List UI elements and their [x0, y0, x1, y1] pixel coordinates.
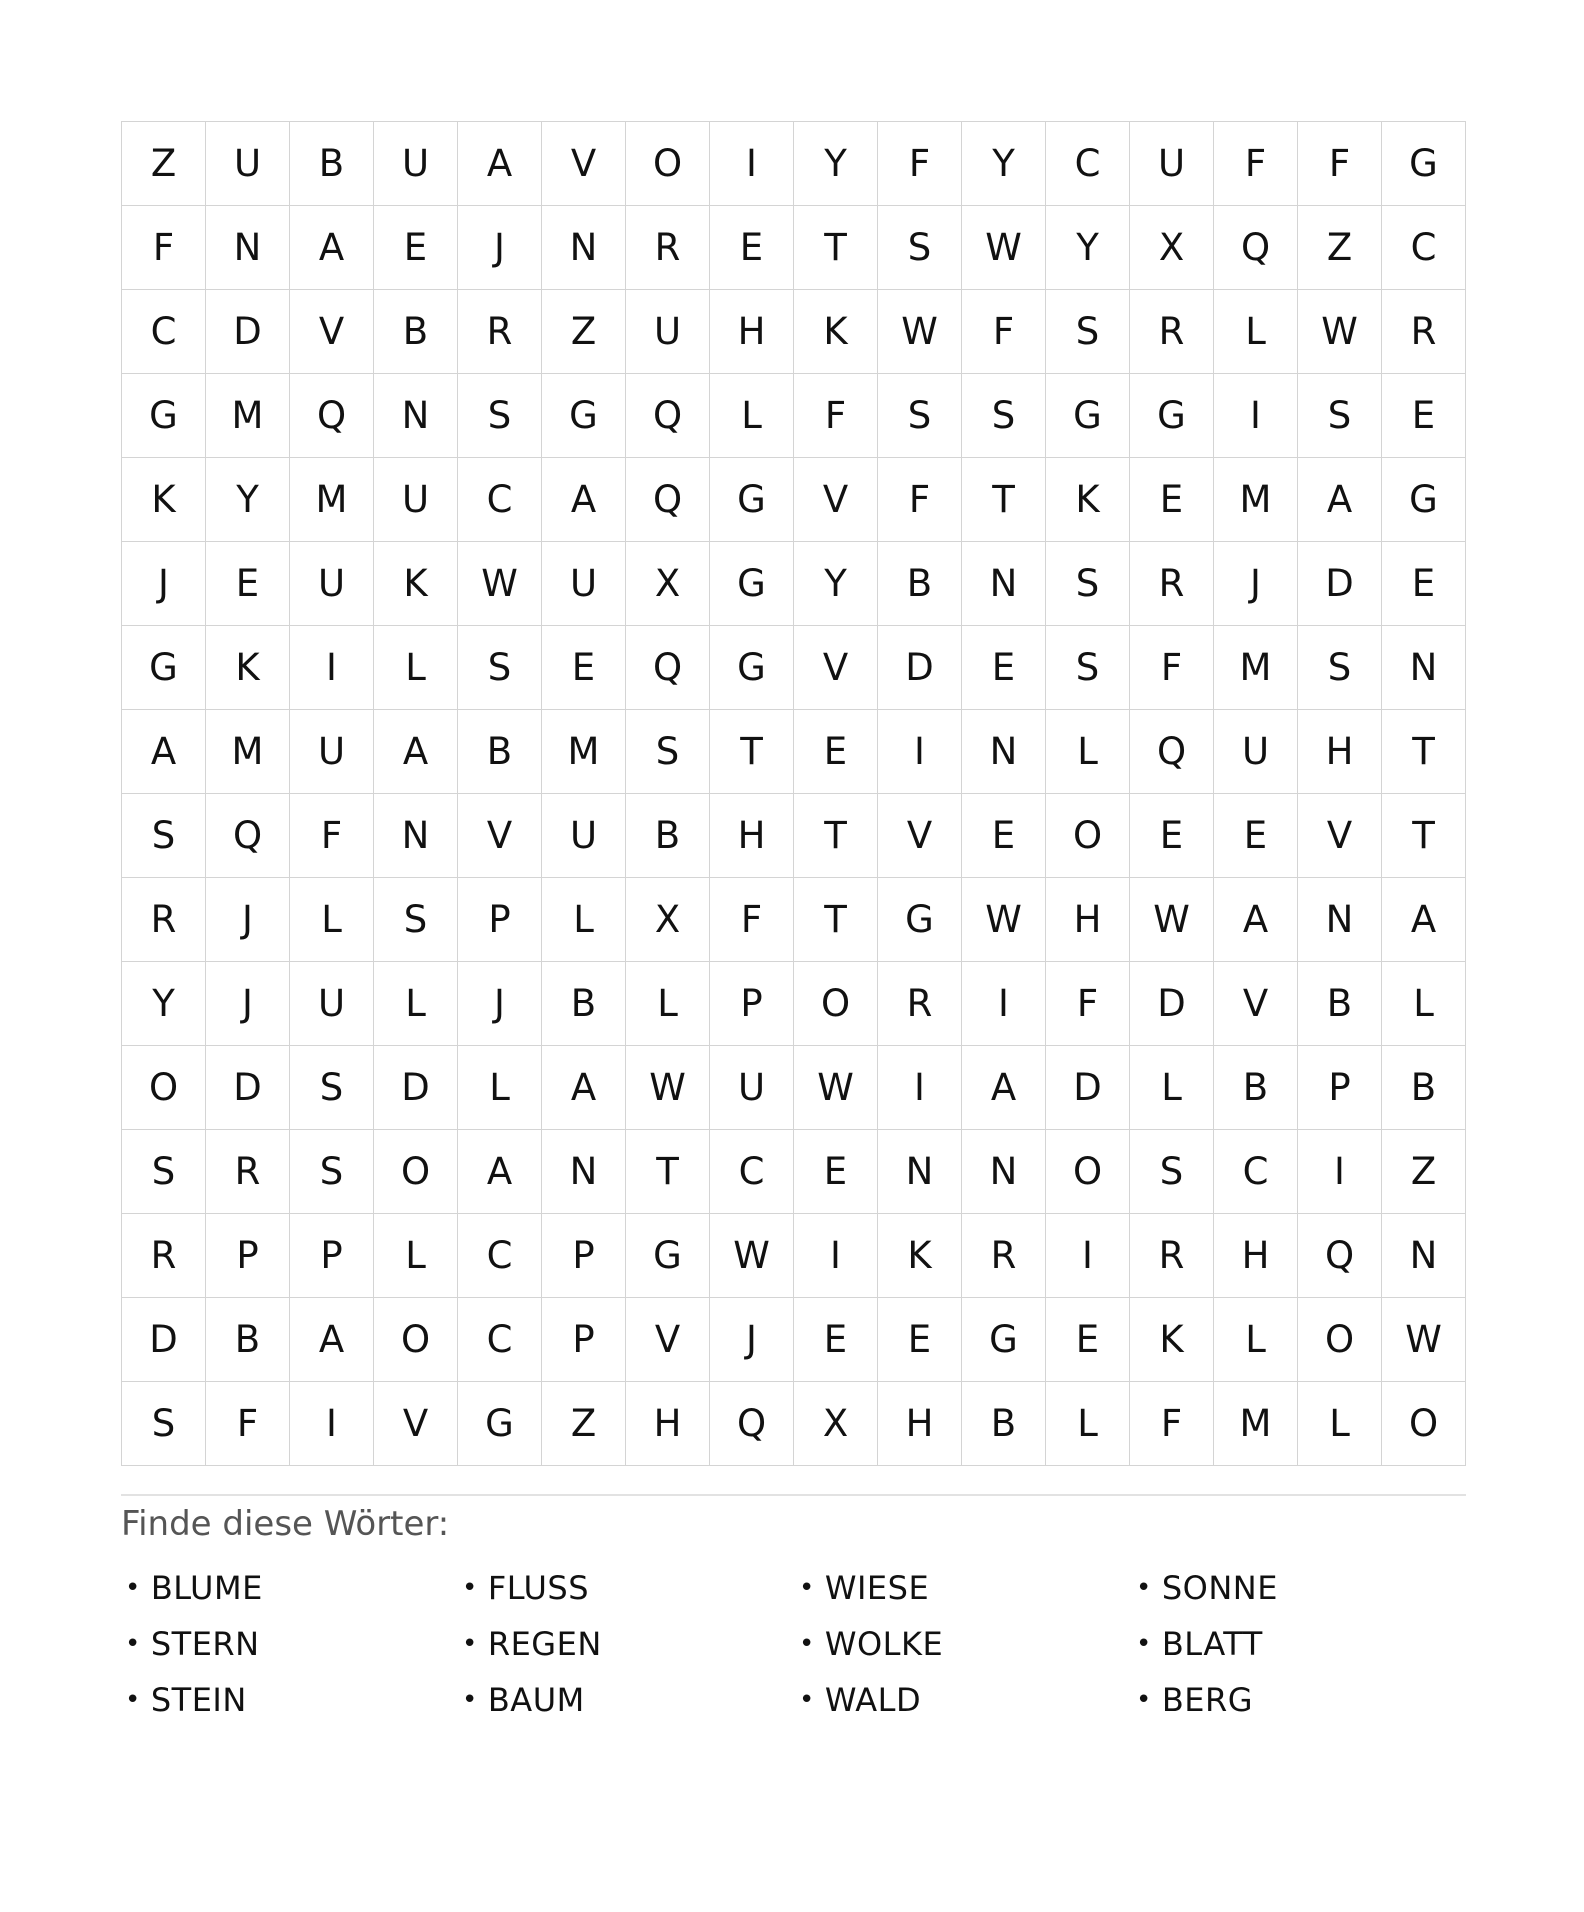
- grid-cell[interactable]: L: [1130, 1046, 1214, 1130]
- grid-cell[interactable]: G: [962, 1298, 1046, 1382]
- grid-cell[interactable]: C: [1046, 122, 1130, 206]
- word-label: WALD: [824, 1681, 922, 1719]
- grid-cell[interactable]: A: [542, 1046, 626, 1130]
- grid-cell[interactable]: O: [122, 1046, 206, 1130]
- grid-cell[interactable]: F: [794, 374, 878, 458]
- word-label: WOLKE: [824, 1625, 944, 1663]
- grid-cell[interactable]: L: [1298, 1382, 1382, 1466]
- word-list-item: [795, 1672, 1132, 1728]
- grid-cell[interactable]: F: [1046, 962, 1130, 1046]
- word-label: SONNE: [1161, 1569, 1278, 1607]
- grid-cell[interactable]: E: [962, 626, 1046, 710]
- grid-cell[interactable]: O: [1046, 794, 1130, 878]
- grid-cell[interactable]: C: [710, 1130, 794, 1214]
- grid-cell[interactable]: N: [962, 710, 1046, 794]
- grid-cell[interactable]: V: [878, 794, 962, 878]
- grid-cell[interactable]: L: [710, 374, 794, 458]
- grid-cell[interactable]: E: [1130, 458, 1214, 542]
- grid-cell[interactable]: W: [794, 1046, 878, 1130]
- grid-cell[interactable]: M: [1214, 1382, 1298, 1466]
- grid-cell[interactable]: B: [1298, 962, 1382, 1046]
- grid-cell[interactable]: W: [962, 878, 1046, 962]
- grid-cell[interactable]: O: [374, 1298, 458, 1382]
- grid-cell[interactable]: O: [626, 122, 710, 206]
- grid-cell[interactable]: J: [1214, 542, 1298, 626]
- grid-cell[interactable]: N: [962, 542, 1046, 626]
- grid-cell[interactable]: C: [1382, 206, 1466, 290]
- word-list-item: [458, 1560, 795, 1616]
- grid-cell[interactable]: G: [710, 626, 794, 710]
- word-label: BERG: [1161, 1681, 1254, 1719]
- grid-cell[interactable]: X: [794, 1382, 878, 1466]
- grid-cell[interactable]: G: [626, 1214, 710, 1298]
- grid-cell[interactable]: R: [878, 962, 962, 1046]
- grid-cell[interactable]: H: [626, 1382, 710, 1466]
- grid-cell[interactable]: Z: [542, 1382, 626, 1466]
- grid-cell[interactable]: V: [1298, 794, 1382, 878]
- grid-cell[interactable]: I: [878, 710, 962, 794]
- grid-cell[interactable]: G: [1382, 122, 1466, 206]
- bullet-icon: •: [125, 1629, 141, 1659]
- grid-cell[interactable]: R: [1130, 1214, 1214, 1298]
- grid-cell[interactable]: W: [1382, 1298, 1466, 1382]
- grid-cell[interactable]: D: [206, 1046, 290, 1130]
- grid-cell[interactable]: Y: [206, 458, 290, 542]
- grid-cell[interactable]: L: [458, 1046, 542, 1130]
- grid-cell[interactable]: I: [1298, 1130, 1382, 1214]
- grid-cell[interactable]: O: [794, 962, 878, 1046]
- word-list-item: [121, 1560, 458, 1616]
- grid-cell[interactable]: J: [458, 962, 542, 1046]
- grid-cell[interactable]: N: [542, 1130, 626, 1214]
- grid-cell[interactable]: G: [1046, 374, 1130, 458]
- grid-cell[interactable]: L: [1214, 290, 1298, 374]
- word-list: [121, 1560, 1466, 1728]
- grid-cell[interactable]: E: [1382, 542, 1466, 626]
- grid-cell[interactable]: N: [374, 794, 458, 878]
- grid-cell[interactable]: B: [458, 710, 542, 794]
- grid-cell[interactable]: D: [1298, 542, 1382, 626]
- grid-cell[interactable]: N: [1382, 626, 1466, 710]
- grid-cell[interactable]: N: [374, 374, 458, 458]
- grid-cell[interactable]: E: [878, 1298, 962, 1382]
- grid-cell[interactable]: U: [542, 794, 626, 878]
- bullet-icon: •: [462, 1629, 478, 1659]
- grid-cell[interactable]: T: [626, 1130, 710, 1214]
- grid-cell[interactable]: O: [374, 1130, 458, 1214]
- grid-cell[interactable]: S: [878, 206, 962, 290]
- grid-cell[interactable]: A: [374, 710, 458, 794]
- grid-cell[interactable]: F: [710, 878, 794, 962]
- grid-cell[interactable]: U: [374, 122, 458, 206]
- grid-cell[interactable]: D: [878, 626, 962, 710]
- grid-cell[interactable]: Z: [542, 290, 626, 374]
- grid-cell[interactable]: U: [206, 122, 290, 206]
- grid-cell[interactable]: T: [794, 794, 878, 878]
- grid-cell[interactable]: C: [122, 290, 206, 374]
- grid-cell[interactable]: F: [1214, 122, 1298, 206]
- grid-cell[interactable]: U: [374, 458, 458, 542]
- grid-cell[interactable]: V: [626, 1298, 710, 1382]
- grid-cell[interactable]: L: [626, 962, 710, 1046]
- grid-cell[interactable]: U: [1130, 122, 1214, 206]
- grid-cell[interactable]: H: [1046, 878, 1130, 962]
- grid-cell[interactable]: F: [878, 122, 962, 206]
- word-label: WIESE: [824, 1569, 930, 1607]
- grid-cell[interactable]: U: [710, 1046, 794, 1130]
- grid-cell[interactable]: A: [458, 122, 542, 206]
- grid-cell[interactable]: D: [206, 290, 290, 374]
- grid-cell[interactable]: E: [374, 206, 458, 290]
- grid-cell[interactable]: S: [626, 710, 710, 794]
- grid-cell[interactable]: K: [206, 626, 290, 710]
- word-list-item: [121, 1616, 458, 1672]
- grid-cell[interactable]: E: [206, 542, 290, 626]
- grid-cell[interactable]: E: [962, 794, 1046, 878]
- grid-cell[interactable]: M: [542, 710, 626, 794]
- grid-cell[interactable]: B: [1214, 1046, 1298, 1130]
- grid-cell[interactable]: A: [290, 206, 374, 290]
- grid-cell[interactable]: Q: [626, 626, 710, 710]
- grid-cell[interactable]: G: [710, 458, 794, 542]
- grid-cell[interactable]: E: [794, 1130, 878, 1214]
- grid-cell[interactable]: W: [710, 1214, 794, 1298]
- grid-cell[interactable]: K: [878, 1214, 962, 1298]
- bullet-icon: •: [1136, 1685, 1152, 1715]
- grid-cell[interactable]: Q: [1130, 710, 1214, 794]
- grid-cell[interactable]: Q: [290, 374, 374, 458]
- grid-cell[interactable]: L: [1214, 1298, 1298, 1382]
- grid-cell[interactable]: Q: [626, 458, 710, 542]
- grid-cell[interactable]: T: [794, 878, 878, 962]
- grid-cell[interactable]: B: [1382, 1046, 1466, 1130]
- grid-cell[interactable]: A: [458, 1130, 542, 1214]
- letter-grid: [121, 121, 1466, 1466]
- grid-cell[interactable]: L: [1382, 962, 1466, 1046]
- grid-cell[interactable]: U: [1214, 710, 1298, 794]
- grid-cell[interactable]: R: [1382, 290, 1466, 374]
- grid-cell[interactable]: M: [1214, 458, 1298, 542]
- grid-cell[interactable]: E: [542, 626, 626, 710]
- grid-cell[interactable]: H: [710, 290, 794, 374]
- bullet-icon: •: [1136, 1573, 1152, 1603]
- word-label: STEIN: [150, 1681, 247, 1719]
- grid-cell[interactable]: S: [290, 1046, 374, 1130]
- grid-cell[interactable]: V: [374, 1382, 458, 1466]
- grid-cell[interactable]: L: [290, 878, 374, 962]
- grid-cell[interactable]: Q: [206, 794, 290, 878]
- grid-cell[interactable]: A: [1298, 458, 1382, 542]
- word-list-item: [1132, 1560, 1469, 1616]
- grid-cell[interactable]: E: [710, 206, 794, 290]
- grid-cell[interactable]: S: [878, 374, 962, 458]
- grid-cell[interactable]: T: [794, 206, 878, 290]
- word-list-item: [121, 1672, 458, 1728]
- word-label: BLUME: [150, 1569, 263, 1607]
- word-list-item: [795, 1616, 1132, 1672]
- grid-cell[interactable]: J: [458, 206, 542, 290]
- grid-cell[interactable]: N: [962, 1130, 1046, 1214]
- grid-cell[interactable]: D: [1130, 962, 1214, 1046]
- grid-cell[interactable]: M: [290, 458, 374, 542]
- grid-cell[interactable]: K: [122, 458, 206, 542]
- grid-cell[interactable]: H: [1214, 1214, 1298, 1298]
- grid-cell[interactable]: V: [542, 122, 626, 206]
- grid-cell[interactable]: H: [1298, 710, 1382, 794]
- word-label: STERN: [150, 1625, 260, 1663]
- grid-cell[interactable]: G: [122, 374, 206, 458]
- grid-cell[interactable]: G: [542, 374, 626, 458]
- grid-cell[interactable]: P: [206, 1214, 290, 1298]
- grid-cell[interactable]: S: [458, 626, 542, 710]
- bullet-icon: •: [799, 1629, 815, 1659]
- grid-cell[interactable]: F: [206, 1382, 290, 1466]
- grid-cell[interactable]: P: [542, 1298, 626, 1382]
- grid-cell[interactable]: Z: [1298, 206, 1382, 290]
- grid-cell[interactable]: E: [794, 710, 878, 794]
- grid-cell[interactable]: Q: [710, 1382, 794, 1466]
- grid-cell[interactable]: B: [374, 290, 458, 374]
- grid-cell[interactable]: T: [962, 458, 1046, 542]
- grid-cell[interactable]: M: [206, 710, 290, 794]
- grid-cell[interactable]: Y: [1046, 206, 1130, 290]
- grid-cell[interactable]: I: [1046, 1214, 1130, 1298]
- grid-cell[interactable]: G: [1382, 458, 1466, 542]
- grid-cell[interactable]: S: [1130, 1130, 1214, 1214]
- grid-cell[interactable]: R: [206, 1130, 290, 1214]
- grid-cell[interactable]: S: [1298, 626, 1382, 710]
- grid-cell[interactable]: S: [374, 878, 458, 962]
- grid-cell[interactable]: V: [290, 290, 374, 374]
- grid-cell[interactable]: S: [122, 1382, 206, 1466]
- grid-cell[interactable]: O: [1046, 1130, 1130, 1214]
- word-list-item: [458, 1672, 795, 1728]
- grid-cell[interactable]: T: [1382, 710, 1466, 794]
- grid-cell[interactable]: R: [1130, 290, 1214, 374]
- grid-cell[interactable]: B: [290, 122, 374, 206]
- divider: [121, 1494, 1466, 1496]
- grid-cell[interactable]: I: [1214, 374, 1298, 458]
- grid-cell[interactable]: B: [962, 1382, 1046, 1466]
- grid-cell[interactable]: I: [290, 626, 374, 710]
- bullet-icon: •: [462, 1573, 478, 1603]
- grid-cell[interactable]: X: [626, 542, 710, 626]
- grid-cell[interactable]: B: [878, 542, 962, 626]
- grid-cell[interactable]: R: [122, 1214, 206, 1298]
- grid-cell[interactable]: G: [878, 878, 962, 962]
- grid-cell[interactable]: W: [962, 206, 1046, 290]
- grid-cell[interactable]: E: [1214, 794, 1298, 878]
- grid-cell[interactable]: N: [1298, 878, 1382, 962]
- word-list-item: [1132, 1616, 1469, 1672]
- grid-cell[interactable]: K: [1046, 458, 1130, 542]
- grid-cell[interactable]: D: [1046, 1046, 1130, 1130]
- grid-cell[interactable]: S: [962, 374, 1046, 458]
- grid-cell[interactable]: Q: [1214, 206, 1298, 290]
- grid-cell[interactable]: Q: [626, 374, 710, 458]
- grid-cell[interactable]: F: [1298, 122, 1382, 206]
- grid-cell[interactable]: Y: [962, 122, 1046, 206]
- grid-cell[interactable]: O: [1298, 1298, 1382, 1382]
- grid-cell[interactable]: L: [374, 626, 458, 710]
- grid-cell[interactable]: W: [626, 1046, 710, 1130]
- grid-cell[interactable]: F: [962, 290, 1046, 374]
- grid-cell[interactable]: J: [206, 962, 290, 1046]
- grid-cell[interactable]: S: [1046, 542, 1130, 626]
- grid-cell[interactable]: G: [122, 626, 206, 710]
- grid-cell[interactable]: Q: [1298, 1214, 1382, 1298]
- grid-cell[interactable]: C: [458, 1214, 542, 1298]
- grid-cell[interactable]: D: [374, 1046, 458, 1130]
- grid-cell[interactable]: S: [1046, 626, 1130, 710]
- bullet-icon: •: [125, 1573, 141, 1603]
- grid-cell[interactable]: K: [794, 290, 878, 374]
- grid-cell[interactable]: W: [458, 542, 542, 626]
- grid-cell[interactable]: L: [1046, 1382, 1130, 1466]
- grid-cell[interactable]: S: [122, 1130, 206, 1214]
- grid-cell[interactable]: E: [1130, 794, 1214, 878]
- grid-cell[interactable]: S: [1298, 374, 1382, 458]
- grid-cell[interactable]: C: [458, 458, 542, 542]
- grid-cell[interactable]: P: [458, 878, 542, 962]
- grid-cell[interactable]: G: [458, 1382, 542, 1466]
- grid-cell[interactable]: W: [1298, 290, 1382, 374]
- grid-cell[interactable]: U: [290, 542, 374, 626]
- grid-cell[interactable]: W: [1130, 878, 1214, 962]
- grid-cell[interactable]: N: [206, 206, 290, 290]
- grid-cell[interactable]: Y: [794, 542, 878, 626]
- grid-cell[interactable]: W: [878, 290, 962, 374]
- grid-cell[interactable]: V: [1214, 962, 1298, 1046]
- bullet-icon: •: [462, 1685, 478, 1715]
- grid-cell[interactable]: N: [542, 206, 626, 290]
- grid-cell[interactable]: Y: [122, 962, 206, 1046]
- grid-cell[interactable]: H: [710, 794, 794, 878]
- grid-cell[interactable]: T: [710, 710, 794, 794]
- grid-cell[interactable]: N: [1382, 1214, 1466, 1298]
- grid-cell[interactable]: V: [458, 794, 542, 878]
- grid-cell[interactable]: Z: [122, 122, 206, 206]
- grid-cell[interactable]: T: [1382, 794, 1466, 878]
- grid-cell[interactable]: F: [1130, 626, 1214, 710]
- grid-cell[interactable]: C: [458, 1298, 542, 1382]
- grid-cell[interactable]: S: [122, 794, 206, 878]
- grid-cell[interactable]: M: [1214, 626, 1298, 710]
- grid-cell[interactable]: J: [122, 542, 206, 626]
- grid-cell[interactable]: U: [290, 962, 374, 1046]
- grid-cell[interactable]: U: [542, 542, 626, 626]
- grid-cell[interactable]: E: [794, 1298, 878, 1382]
- word-label: BAUM: [487, 1681, 585, 1719]
- grid-cell[interactable]: F: [1130, 1382, 1214, 1466]
- grid-cell[interactable]: F: [878, 458, 962, 542]
- grid-cell[interactable]: J: [206, 878, 290, 962]
- grid-cell[interactable]: P: [542, 1214, 626, 1298]
- grid-cell[interactable]: P: [1298, 1046, 1382, 1130]
- grid-cell[interactable]: R: [458, 290, 542, 374]
- word-label: BLATT: [1161, 1625, 1263, 1663]
- grid-cell[interactable]: A: [1382, 878, 1466, 962]
- bullet-icon: •: [799, 1685, 815, 1715]
- grid-cell[interactable]: R: [122, 878, 206, 962]
- grid-cell[interactable]: I: [962, 962, 1046, 1046]
- word-list-title: Finde diese Wörter:: [121, 1504, 450, 1544]
- grid-cell[interactable]: L: [542, 878, 626, 962]
- grid-cell[interactable]: Y: [794, 122, 878, 206]
- grid-cell[interactable]: O: [1382, 1382, 1466, 1466]
- grid-cell[interactable]: P: [710, 962, 794, 1046]
- bullet-icon: •: [799, 1573, 815, 1603]
- grid-cell[interactable]: A: [122, 710, 206, 794]
- grid-cell[interactable]: Z: [1382, 1130, 1466, 1214]
- grid-cell[interactable]: V: [794, 626, 878, 710]
- grid-cell[interactable]: R: [962, 1214, 1046, 1298]
- grid-cell[interactable]: E: [1382, 374, 1466, 458]
- grid-cell[interactable]: U: [626, 290, 710, 374]
- word-list-item: [458, 1616, 795, 1672]
- grid-cell[interactable]: D: [122, 1298, 206, 1382]
- grid-cell[interactable]: L: [1046, 710, 1130, 794]
- grid-cell[interactable]: J: [710, 1298, 794, 1382]
- grid-cell[interactable]: H: [878, 1382, 962, 1466]
- grid-cell[interactable]: P: [290, 1214, 374, 1298]
- grid-cell[interactable]: B: [542, 962, 626, 1046]
- grid-cell[interactable]: M: [206, 374, 290, 458]
- grid-cell[interactable]: A: [542, 458, 626, 542]
- grid-cell[interactable]: S: [458, 374, 542, 458]
- grid-cell[interactable]: S: [290, 1130, 374, 1214]
- grid-cell[interactable]: R: [1130, 542, 1214, 626]
- grid-cell[interactable]: B: [206, 1298, 290, 1382]
- grid-cell[interactable]: G: [710, 542, 794, 626]
- grid-cell[interactable]: X: [1130, 206, 1214, 290]
- word-list-item: [795, 1560, 1132, 1616]
- grid-cell[interactable]: A: [962, 1046, 1046, 1130]
- grid-cell[interactable]: F: [122, 206, 206, 290]
- word-label: REGEN: [487, 1625, 602, 1663]
- grid-cell[interactable]: V: [794, 458, 878, 542]
- grid-cell[interactable]: C: [1214, 1130, 1298, 1214]
- grid-cell[interactable]: K: [1130, 1298, 1214, 1382]
- grid-cell[interactable]: U: [290, 710, 374, 794]
- grid-cell[interactable]: N: [878, 1130, 962, 1214]
- bullet-icon: •: [1136, 1629, 1152, 1659]
- word-list-item: [1132, 1672, 1469, 1728]
- grid-cell[interactable]: E: [1046, 1298, 1130, 1382]
- grid-cell[interactable]: L: [374, 962, 458, 1046]
- grid-cell[interactable]: I: [794, 1214, 878, 1298]
- grid-cell[interactable]: A: [1214, 878, 1298, 962]
- grid-cell[interactable]: F: [290, 794, 374, 878]
- grid-cell[interactable]: I: [290, 1382, 374, 1466]
- grid-cell[interactable]: S: [1046, 290, 1130, 374]
- grid-cell[interactable]: I: [710, 122, 794, 206]
- grid-cell[interactable]: I: [878, 1046, 962, 1130]
- grid-cell[interactable]: G: [1130, 374, 1214, 458]
- word-search-puzzle: [121, 121, 1466, 1728]
- grid-cell[interactable]: B: [626, 794, 710, 878]
- grid-cell[interactable]: L: [374, 1214, 458, 1298]
- word-label: FLUSS: [487, 1569, 590, 1607]
- grid-cell[interactable]: K: [374, 542, 458, 626]
- bullet-icon: •: [125, 1685, 141, 1715]
- grid-cell[interactable]: R: [626, 206, 710, 290]
- grid-cell[interactable]: A: [290, 1298, 374, 1382]
- grid-cell[interactable]: X: [626, 878, 710, 962]
